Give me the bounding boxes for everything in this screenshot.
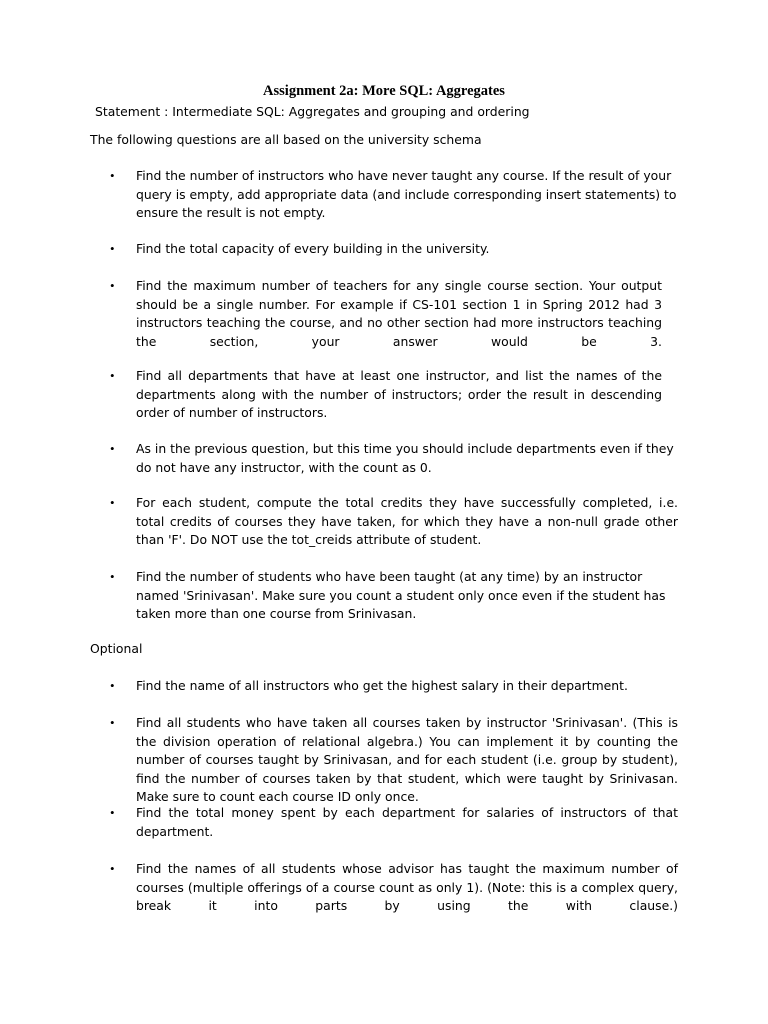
bullet-icon: • xyxy=(110,241,115,256)
question-text: For each student, compute the total credits they have successfully completed, i.e. total credits of courses they have taken, for which they have a non-null grade other than 'F'. Do NOT use the tot_creids attribute of student. xyxy=(136,495,678,547)
bullet-icon: • xyxy=(110,368,115,383)
bullet-icon: • xyxy=(110,569,115,584)
bullet-icon: • xyxy=(110,715,115,730)
question-text: Find all students who have taken all courses taken by instructor 'Srinivasan'. (This is the division operation of relational algebra.) You can implement it by counting the number of courses taught by Srinivasan, and for each student (i.e. group by student), find the number of courses taken by that student, which were taught by Srinivasan. Make sure to count each course ID only once. xyxy=(136,715,678,804)
bullet-icon: • xyxy=(110,441,115,456)
question-text: Find the total capacity of every building in the university. xyxy=(136,241,490,256)
statement-line: Statement : Intermediate SQL: Aggregates and grouping and ordering xyxy=(95,104,530,119)
question-text: As in the previous question, but this time you should include departments even if they do not have any instructor, with the count as 0. xyxy=(136,441,674,475)
question-text: Find the maximum number of teachers for any single course section. Your output should be a single number. For example if CS-101 section 1 in Spring 2012 had 3 instructors teaching the course, and no other section had more instructors teaching the section, your answer would be 3. xyxy=(136,278,662,349)
bullet-icon: • xyxy=(110,805,115,820)
question-text: Find the total money spent by each department for salaries of instructors of that department. xyxy=(136,805,678,839)
intro-text: The following questions are all based on the university schema xyxy=(90,132,482,147)
bullet-icon: • xyxy=(110,861,115,876)
bullet-icon: • xyxy=(110,495,115,510)
optional-heading: Optional xyxy=(90,641,143,656)
document-title: Assignment 2a: More SQL: Aggregates xyxy=(263,83,505,99)
bullet-icon: • xyxy=(110,168,115,183)
bullet-icon: • xyxy=(110,678,115,693)
question-text: Find the names of all students whose advisor has taught the maximum number of courses (multiple offerings of a course count as only 1). (Note: this is a complex query, break it into parts by using the with clause.) xyxy=(136,861,678,913)
question-text: Find the number of instructors who have never taught any course. If the result of your query is empty, add appropriate data (and include corresponding insert statements) to ensure the result is not empty. xyxy=(136,168,677,220)
question-text: Find the number of students who have been taught (at any time) by an instructor named 'Srinivasan'. Make sure you count a student only once even if the student has taken more than one course from Srinivasan. xyxy=(136,569,666,621)
question-text: Find all departments that have at least one instructor, and list the names of the departments along with the number of instructors; order the result in descending order of number of instructors. xyxy=(136,368,662,420)
question-text: Find the name of all instructors who get the highest salary in their department. xyxy=(136,678,628,693)
bullet-icon: • xyxy=(110,278,115,293)
